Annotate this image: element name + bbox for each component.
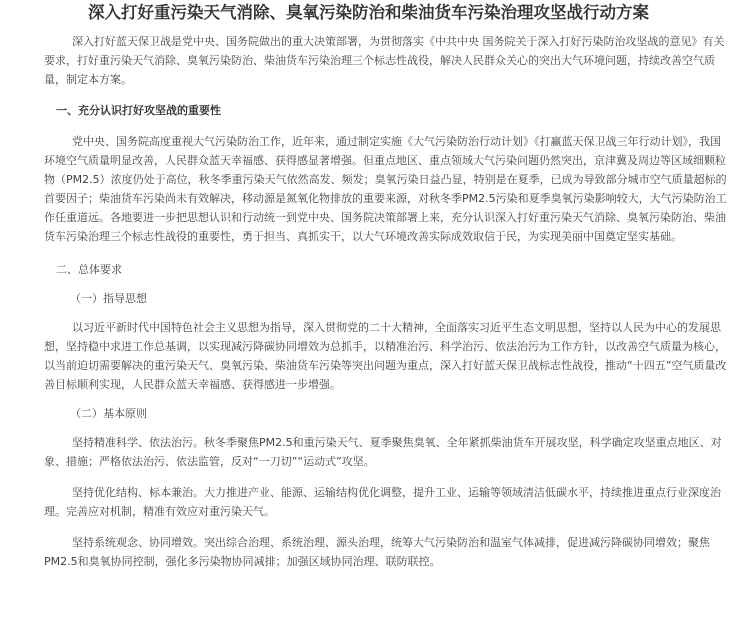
principle-paragraph-1: 坚持精准科学、依法治污。秋冬季聚焦PM2.5和重污染天气、夏季聚焦臭氧、全年紧抓柴油货车开展攻坚，科学确定攻坚重点地区、对象、措施；严格依法治污、依法监管，反对“一刀切”“运动式”攻坚。 [44, 436, 722, 468]
section1-paragraph: 党中央、国务院高度重视大气污染防治工作，近年来，通过制定实施《大气污染防治行动计划》《打赢蓝天保卫战三年行动计划》，我国环境空气质量明显改善，人民群众蓝天幸福感、获得感显著增强。但重点地区、重点领域大气污染问题仍然突出，京津冀及周边等区域细颗粒物（PM2.5）浓度仍处于高位，秋冬季重污染天气依然高发、频发；臭氧污染日益凸显，特别是在夏季，已成为导致部分城市空气质量超标的首要因子；柴油货车污染尚未有效解决，移动源是氮氧化物排放的重要来源，对秋冬季PM2.5污染和夏季臭氧污染影响较大，大气污染防治工作任重道远。各地要进一步把思想认识和行动统一到党中央、国务院决策部署上来，充分认识深入打好重污染天气消除、臭氧污染防治、柴油货车污染治理三个标志性战役的重要性，勇于担当、真抓实干，以大气环境改善实际成效取信于民，为实现美丽中国奠定坚实基础。 [44, 135, 727, 243]
principle-paragraph-2: 坚持优化结构、标本兼治。大力推进产业、能源、运输结构优化调整，提升工业、运输等领域清洁低碳水平，持续推进重点行业深度治理。完善应对机制，精准有效应对重污染天气。 [44, 486, 721, 518]
section1-heading: 一、充分认识打好攻坚战的重要性 [56, 104, 221, 117]
section2-heading: 二、总体要求 [56, 263, 122, 276]
intro-paragraph: 深入打好蓝天保卫战是党中央、国务院做出的重大决策部署，为贯彻落实《中共中央 国务院关于深入打好污染防治攻坚战的意见》有关要求，打好重污染天气消除、臭氧污染防治、柴油货车污染治理三个标志性战役，解决人民群众关心的突出大气环境问题，持续改善空气质量，制定本方案。 [44, 35, 725, 86]
document-title: 深入打好重污染天气消除、臭氧污染防治和柴油货车污染治理攻坚战行动方案 [88, 3, 649, 22]
subsection1-paragraph: 以习近平新时代中国特色社会主义思想为指导，深入贯彻党的二十大精神，全面落实习近平生态文明思想，坚持以人民为中心的发展思想，坚持稳中求进工作总基调，以实现减污降碳协同增效为总抓手，以精准治污、科学治污、依法治污为工作方针，以改善空气质量为核心，以当前迫切需要解决的重污染天气、臭氧污染、柴油货车污染等突出问题为重点，深入打好蓝天保卫战标志性战役，推动“十四五”空气质量改善目标顺利实现，人民群众蓝天幸福感、获得感进一步增强。 [44, 321, 727, 391]
subsection1-heading: （一）指导思想 [70, 292, 147, 305]
subsection2-heading: （二）基本原则 [70, 407, 147, 420]
principle-paragraph-3: 坚持系统观念、协同增效。突出综合治理、系统治理、源头治理，统筹大气污染防治和温室气体减排，促进减污降碳协同增效；聚焦PM2.5和臭氧协同控制，强化多污染物协同减排；加强区域协同治理、联防联控。 [44, 536, 710, 568]
